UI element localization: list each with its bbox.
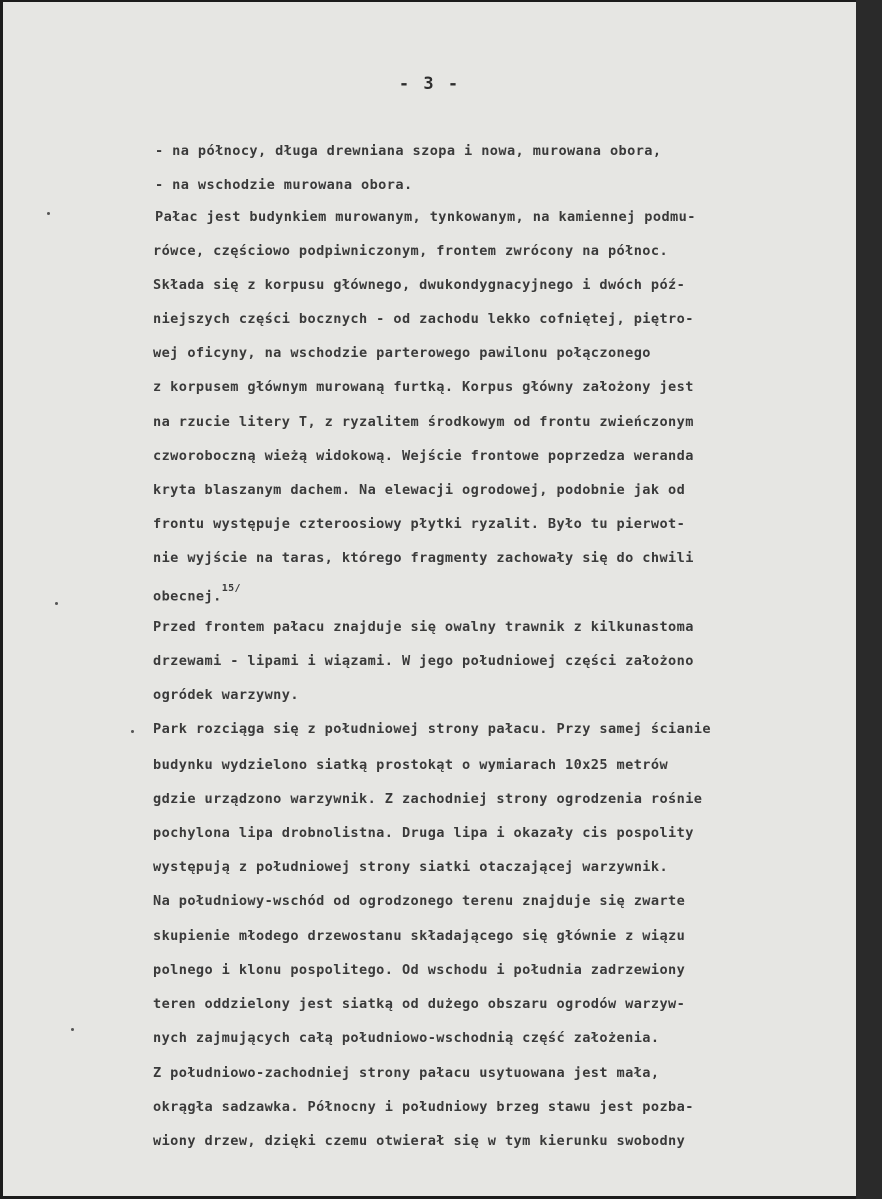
text-line: Park rozciąga się z południowej strony pałacu. Przy samej ścianie [153,721,711,737]
paper-speck [47,212,50,215]
paper-speck [71,1028,74,1031]
document-page [3,2,856,1196]
text-line: teren oddzielony jest siatką od dużego obszaru ogrodów warzyw- [153,996,686,1012]
text-line: Z południowo-zachodniej strony pałacu usytuowana jest mała, [153,1065,660,1081]
text-line: Pałac jest budynkiem murowanym, tynkowanym, na kamiennej podmu- [155,209,696,225]
text-line: pochylona lipa drobnolistna. Druga lipa i okazały cis pospolity [153,825,694,841]
text-line: ogródek warzywny. [153,687,299,703]
text-line: - na północy, długa drewniana szopa i nowa, murowana obora, [155,143,662,159]
text-line: Składa się z korpusu głównego, dwukondygnacyjnego i dwóch póź- [153,277,686,293]
text-line-with-footnote [153,584,241,606]
scan-border [856,0,882,1199]
text-line: Na południowy-wschód od ogrodzonego terenu znajduje się zwarte [153,893,686,909]
text-line: polnego i klonu pospolitego. Od wschodu i południa zadrzewiony [153,962,686,978]
text-line: budynku wydzielono siatką prostokąt o wymiarach 10x25 metrów [153,757,669,773]
text-line: - na wschodzie murowana obora. [155,177,413,193]
paper-speck [55,602,58,605]
footnote-reference: 15/ [221,583,241,594]
paper-speck [131,730,134,733]
text-line: czworoboczną wieżą widokową. Wejście frontowe poprzedza weranda [153,448,694,464]
text-line: skupienie młodego drzewostanu składającego się głównie z wiązu [153,928,686,944]
text-line: występują z południowej strony siatki otaczającej warzywnik. [153,859,669,875]
text-line: wej oficyny, na wschodzie parterowego pawilonu połączonego [153,345,651,361]
text-line: gdzie urządzono warzywnik. Z zachodniej strony ogrodzenia rośnie [153,791,703,807]
text-line: okrągła sadzawka. Północny i południowy brzeg stawu jest pozba- [153,1099,694,1115]
text-line: wiony drzew, dzięki czemu otwierał się w tym kierunku swobodny [153,1133,686,1149]
text-line: Przed frontem pałacu znajduje się owalny trawnik z kilkunastoma [153,619,694,635]
text-line: na rzucie litery T, z ryzalitem środkowym od frontu zwieńczonym [153,414,694,430]
text-line: nie wyjście na taras, którego fragmenty zachowały się do chwili [153,550,694,566]
text-line: obecnej. [153,588,222,605]
text-line: drzewami - lipami i wiązami. W jego południowej części założono [153,653,694,669]
page-number: - 3 - [398,74,461,94]
text-line: nych zajmujących całą południowo-wschodnią część założenia. [153,1030,660,1046]
text-line: niejszych części bocznych - od zachodu lekko cofniętej, piętro- [153,311,694,327]
text-line: rówce, częściowo podpiwniczonym, frontem zwrócony na północ. [153,243,669,259]
text-line: kryta blaszanym dachem. Na elewacji ogrodowej, podobnie jak od [153,482,686,498]
text-line: z korpusem głównym murowaną furtką. Korpus główny założony jest [153,379,694,395]
text-line: frontu występuje czteroosiowy płytki ryzalit. Było tu pierwot- [153,516,686,532]
